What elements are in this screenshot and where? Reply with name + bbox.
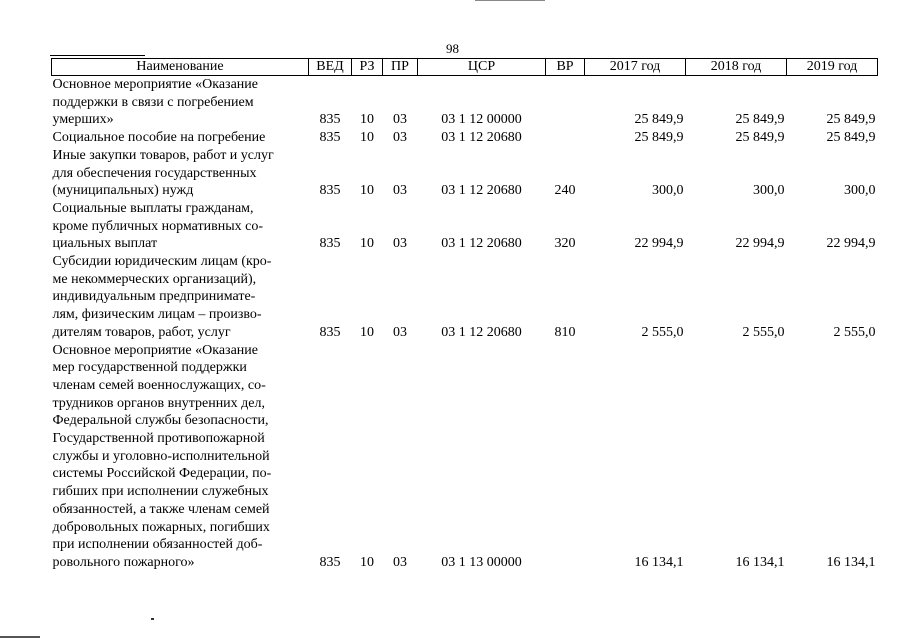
row-pr: 03 xyxy=(393,324,407,340)
row-ved: 835 xyxy=(319,324,341,340)
table-row xyxy=(52,200,878,253)
header-vr: ВР xyxy=(546,59,585,76)
row-csr: 03 1 12 20680 xyxy=(441,236,522,252)
row-ved: 835 xyxy=(319,554,341,570)
table-row xyxy=(52,342,878,572)
row-2019: 25 849,9 xyxy=(826,112,876,128)
row-rz: 10 xyxy=(360,554,374,570)
page-number: 98 xyxy=(446,41,459,56)
header-row xyxy=(52,59,878,76)
row-2019: 25 849,9 xyxy=(826,130,876,146)
row-csr: 03 1 13 00000 xyxy=(441,554,522,570)
scan-edge-mark-bottom xyxy=(0,636,40,638)
row-2018: 25 849,9 xyxy=(735,130,785,146)
row-ved: 835 xyxy=(319,112,341,128)
row-2018: 16 134,1 xyxy=(735,554,785,570)
row-2019: 300,0 xyxy=(844,183,876,199)
row-pr: 03 xyxy=(393,130,407,146)
row-vr: 810 xyxy=(554,324,576,340)
row-name: Основное мероприятие «Оказание мер государственной поддержки членам семей военнослужащих, со- трудников органов внутренних дел, Федеральной службы безопасности, Государственной противопожарной службы и уголовно-исполнительной системы Российской Федерации, по- гибших при исполнении служебных обязанностей, а также членам семей добровольных пожарных, погибших при исполнении обязанностей доб- ровольного пожарного» xyxy=(52,342,272,570)
row-csr: 03 1 12 20680 xyxy=(441,183,522,199)
row-vr xyxy=(546,342,585,572)
row-name: Социальные выплаты гражданам, кроме публичных нормативных со- циальных выплат xyxy=(52,200,263,252)
scan-dot-mark xyxy=(151,618,154,620)
header-2017: 2017 год xyxy=(585,59,686,76)
row-pr: 03 xyxy=(393,554,407,570)
row-ved: 835 xyxy=(319,130,341,146)
row-rz: 10 xyxy=(360,130,374,146)
row-rz: 10 xyxy=(360,183,374,199)
header-2019: 2019 год xyxy=(787,59,878,76)
row-2017: 25 849,9 xyxy=(634,130,684,146)
row-2018: 2 555,0 xyxy=(742,324,785,340)
header-pr: ПР xyxy=(383,59,418,76)
row-2019: 22 994,9 xyxy=(826,236,876,252)
row-2017: 2 555,0 xyxy=(641,324,684,340)
header-csr: ЦСР xyxy=(418,59,546,76)
row-name: Иные закупки товаров, работ и услуг для обеспечения государственных (муниципальных) нужд xyxy=(52,147,274,199)
header-ved: ВЕД xyxy=(309,59,352,76)
row-vr xyxy=(546,76,585,130)
row-csr: 03 1 12 20680 xyxy=(441,324,522,340)
row-rz: 10 xyxy=(360,236,374,252)
row-2017: 25 849,9 xyxy=(634,112,684,128)
table-body xyxy=(52,76,878,572)
table-row xyxy=(52,147,878,200)
table-row xyxy=(52,129,878,147)
row-2018: 300,0 xyxy=(753,183,785,199)
budget-table xyxy=(51,58,878,572)
header-rz: РЗ xyxy=(352,59,383,76)
header-name: Наименование xyxy=(52,59,309,76)
row-pr: 03 xyxy=(393,236,407,252)
row-rz: 10 xyxy=(360,112,374,128)
table-row xyxy=(52,76,878,130)
table-header xyxy=(52,59,878,76)
table-row xyxy=(52,253,878,342)
row-2017: 300,0 xyxy=(652,183,684,199)
row-2018: 22 994,9 xyxy=(735,236,785,252)
row-2017: 22 994,9 xyxy=(634,236,684,252)
row-ved: 835 xyxy=(319,236,341,252)
scan-edge-mark xyxy=(475,0,545,1)
row-2018: 25 849,9 xyxy=(735,112,785,128)
row-2019: 2 555,0 xyxy=(833,324,876,340)
row-2017: 16 134,1 xyxy=(634,554,684,570)
row-vr: 320 xyxy=(554,236,576,252)
row-vr: 240 xyxy=(554,183,576,199)
row-2019: 16 134,1 xyxy=(826,554,876,570)
header-2018: 2018 год xyxy=(686,59,787,76)
row-pr: 03 xyxy=(393,112,407,128)
row-pr: 03 xyxy=(393,183,407,199)
row-rz: 10 xyxy=(360,324,374,340)
row-name: Социальное пособие на погребение xyxy=(52,130,266,146)
row-csr: 03 1 12 20680 xyxy=(441,130,522,146)
header-rule xyxy=(50,55,145,56)
row-ved: 835 xyxy=(319,183,341,199)
row-name: Основное мероприятие «Оказание поддержки в связи с погребением умерших» xyxy=(52,77,258,128)
row-csr: 03 1 12 00000 xyxy=(441,112,522,128)
row-name: Субсидии юридическим лицам (кро- ме некоммерческих организаций), индивидуальным предпринимате- лям, физическим лицам – произво- дителям товаров, работ, услуг xyxy=(52,254,272,340)
row-vr xyxy=(546,129,585,147)
